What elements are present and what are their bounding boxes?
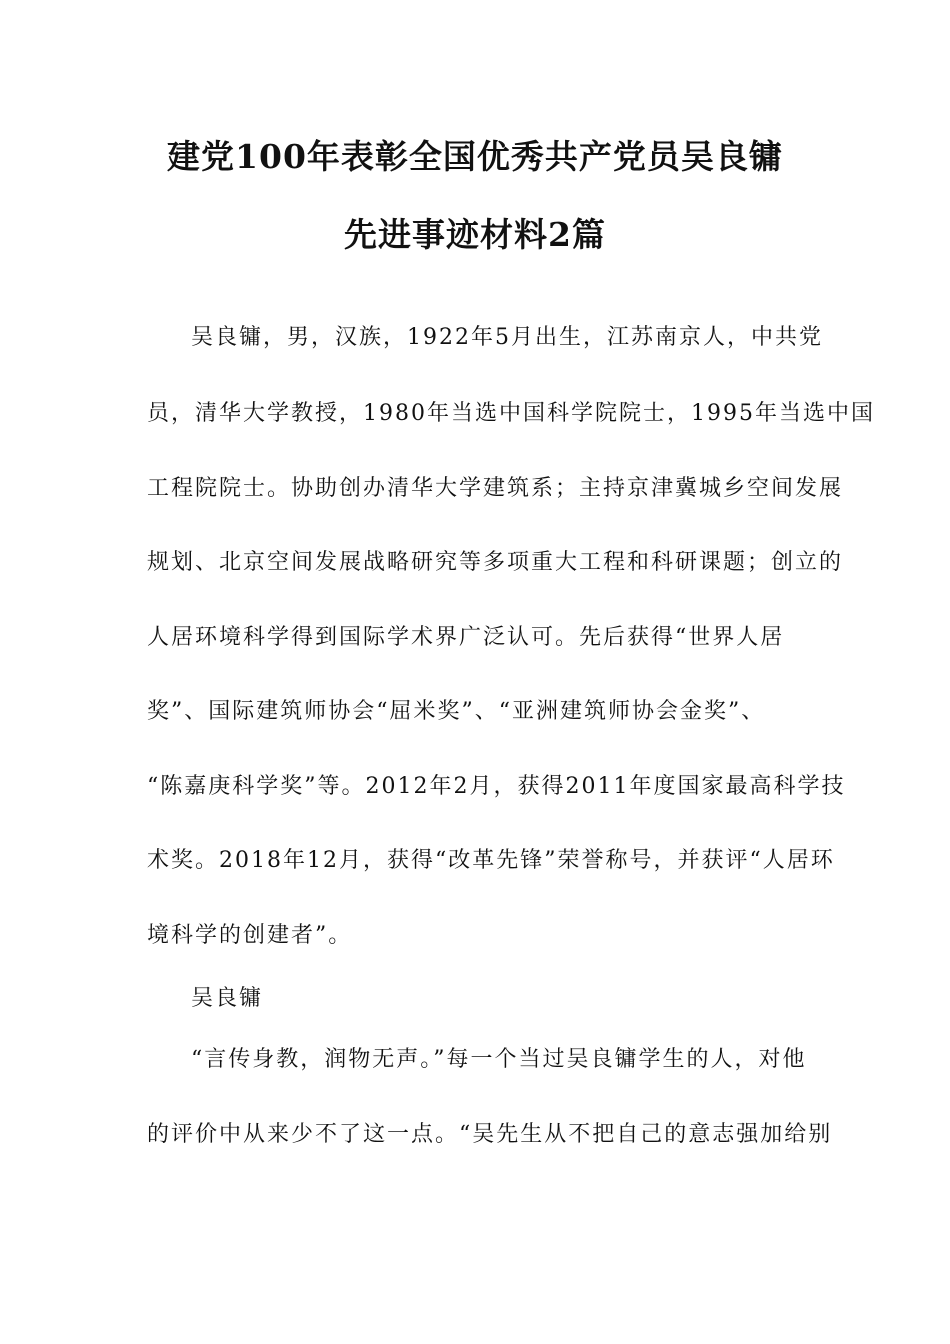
paragraph-line: 员，清华大学教授，1980年当选中国科学院院士，1995年当选中国 bbox=[147, 401, 875, 426]
paragraph-line: “言传身教，润物无声。”每一个当过吴良镛学生的人，对他 bbox=[191, 1047, 807, 1072]
section-heading: 吴良镛 bbox=[191, 986, 264, 1011]
document-title-line-2: 先进事迹材料2篇 bbox=[344, 215, 606, 254]
paragraph-line: 规划、北京空间发展战略研究等多项重大工程和科研课题；创立的 bbox=[147, 550, 844, 575]
paragraph-line: 的评价中从来少不了这一点。“吴先生从不把自己的意志强加给别 bbox=[147, 1122, 833, 1147]
paragraph-line: “陈嘉庚科学奖”等。2012年2月，获得2011年度国家最高科学技 bbox=[147, 774, 846, 799]
paragraph-line: 境科学的创建者”。 bbox=[147, 923, 353, 948]
paragraph-line: 工程院院士。协助创办清华大学建筑系；主持京津冀城乡空间发展 bbox=[147, 476, 844, 501]
paragraph-line: 术奖。2018年12月，获得“改革先锋”荣誉称号，并获评“人居环 bbox=[147, 848, 835, 873]
document-title-line-1: 建党100年表彰全国优秀共产党员吴良镛 bbox=[167, 137, 783, 176]
paragraph-line: 人居环境科学得到国际学术界广泛认可。先后获得“世界人居 bbox=[147, 625, 785, 650]
paragraph-line: 吴良镛，男，汉族，1922年5月出生，江苏南京人，中共党 bbox=[191, 325, 823, 350]
paragraph-line: 奖”、国际建筑师协会“屈米奖”、“亚洲建筑师协会金奖”、 bbox=[147, 699, 766, 724]
